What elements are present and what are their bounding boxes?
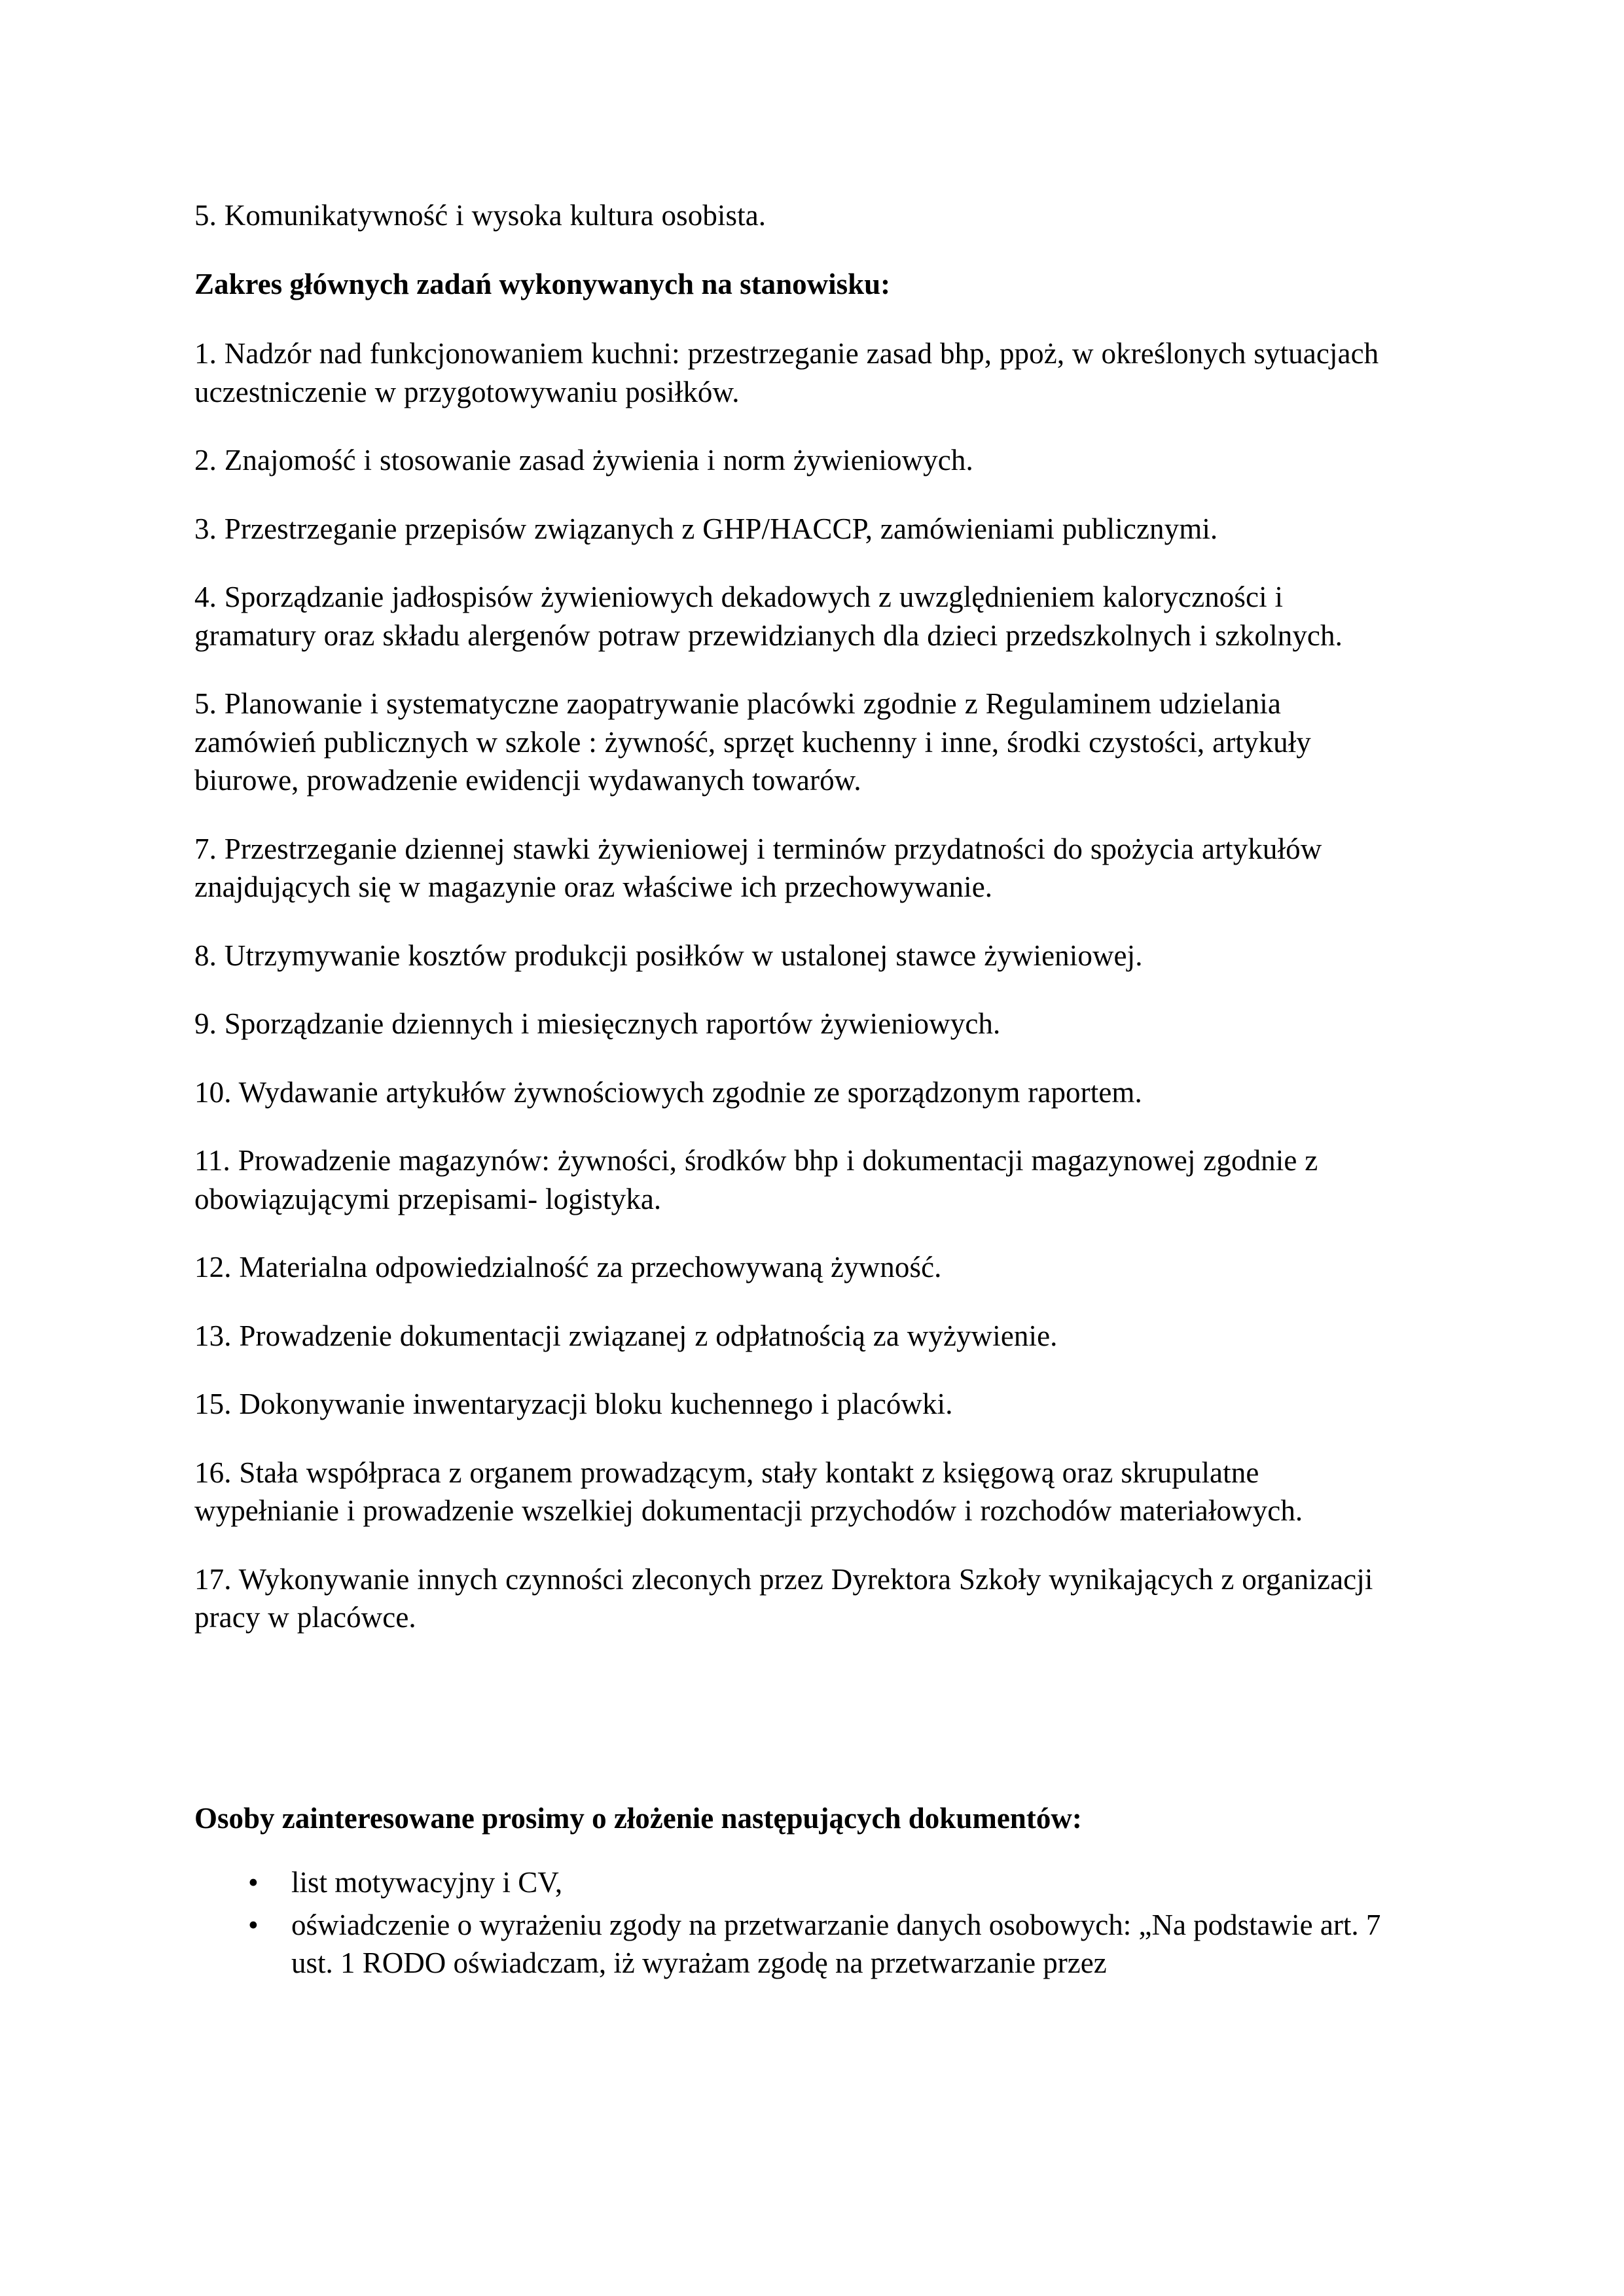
task-item-9: 9. Sporządzanie dziennych i miesięcznych raportów żywieniowych. — [194, 1007, 1001, 1040]
list-item-label: oświadczenie o wyrażeniu zgody na przetwarzanie danych osobowych: „Na podstawie art. 7 ust. 1 RODO oświadczam, iż wyrażam zgodę na przetwarzanie przez — [291, 1908, 1381, 1979]
section-heading-tasks: Zakres głównych zadań wykonywanych na stanowisku: — [194, 267, 891, 300]
list-item — [194, 1906, 1408, 1982]
task-item-3: 3. Przestrzeganie przepisów związanych z GHP/HACCP, zamówieniami publicznymi. — [194, 512, 1218, 545]
task-item-5: 5. Planowanie i systematyczne zaopatrywanie placówki zgodnie z Regulaminem udzielania zamówień publicznych w szkole : żywność, sprzęt kuchenny i inne, środki czystości, artykuły biurowe, prowadzenie ewidencji wydawanych towarów. — [194, 687, 1311, 797]
task-item-7: 7. Przestrzeganie dziennej stawki żywieniowej i terminów przydatności do spożycia artykułów znajdujących się w magazynie oraz właściwe ich przechowywanie. — [194, 832, 1322, 903]
task-item-2: 2. Znajomość i stosowanie zasad żywienia i norm żywieniowych. — [194, 444, 973, 476]
required-documents-list — [194, 1863, 1408, 1982]
list-item — [194, 1863, 1408, 1902]
task-item-15: 15. Dokonywanie inwentaryzacji bloku kuchennego i placówki. — [194, 1388, 953, 1420]
section-heading-documents: Osoby zainteresowane prosimy o złożenie następujących dokumentów: — [194, 1801, 1082, 1835]
task-item-16: 16. Stała współpraca z organem prowadzącym, stały kontakt z księgową oraz skrupulatne wypełnianie i prowadzenie wszelkiej dokumentacji przychodów i rozchodów materiałowych. — [194, 1456, 1303, 1527]
task-item-1: 1. Nadzór nad funkcjonowaniem kuchni: przestrzeganie zasad bhp, ppoż, w określonych sytuacjach uczestniczenie w przygotowywaniu posiłków. — [194, 337, 1379, 408]
task-item-13: 13. Prowadzenie dokumentacji związanej z odpłatnością za wyżywienie. — [194, 1319, 1058, 1352]
list-item-label: list motywacyjny i CV, — [291, 1866, 563, 1899]
task-item-12: 12. Materialna odpowiedzialność za przechowywaną żywność. — [194, 1251, 942, 1283]
bullet-icon: • — [248, 1908, 259, 1941]
task-item-4: 4. Sporządzanie jadłospisów żywieniowych dekadowych z uwzględnieniem kaloryczności i gramatury oraz składu alergenów potraw przewidzianych dla dzieci przedszkolnych i szkolnych. — [194, 581, 1343, 652]
intro-item: 5. Komunikatywność i wysoka kultura osobista. — [194, 199, 767, 232]
task-item-8: 8. Utrzymywanie kosztów produkcji posiłków w ustalonej stawce żywieniowej. — [194, 939, 1143, 972]
task-item-17: 17. Wykonywanie innych czynności zleconych przez Dyrektora Szkoły wynikających z organizacji pracy w placówce. — [194, 1562, 1373, 1634]
bullet-icon: • — [248, 1866, 259, 1899]
task-item-10: 10. Wydawanie artykułów żywnościowych zgodnie ze sporządzonym raportem. — [194, 1075, 1142, 1109]
task-item-11: 11. Prowadzenie magazynów: żywności, środków bhp i dokumentacji magazynowej zgodnie z obowiązującymi przepisami- logistyka. — [194, 1144, 1318, 1215]
document-body — [194, 196, 1408, 1982]
